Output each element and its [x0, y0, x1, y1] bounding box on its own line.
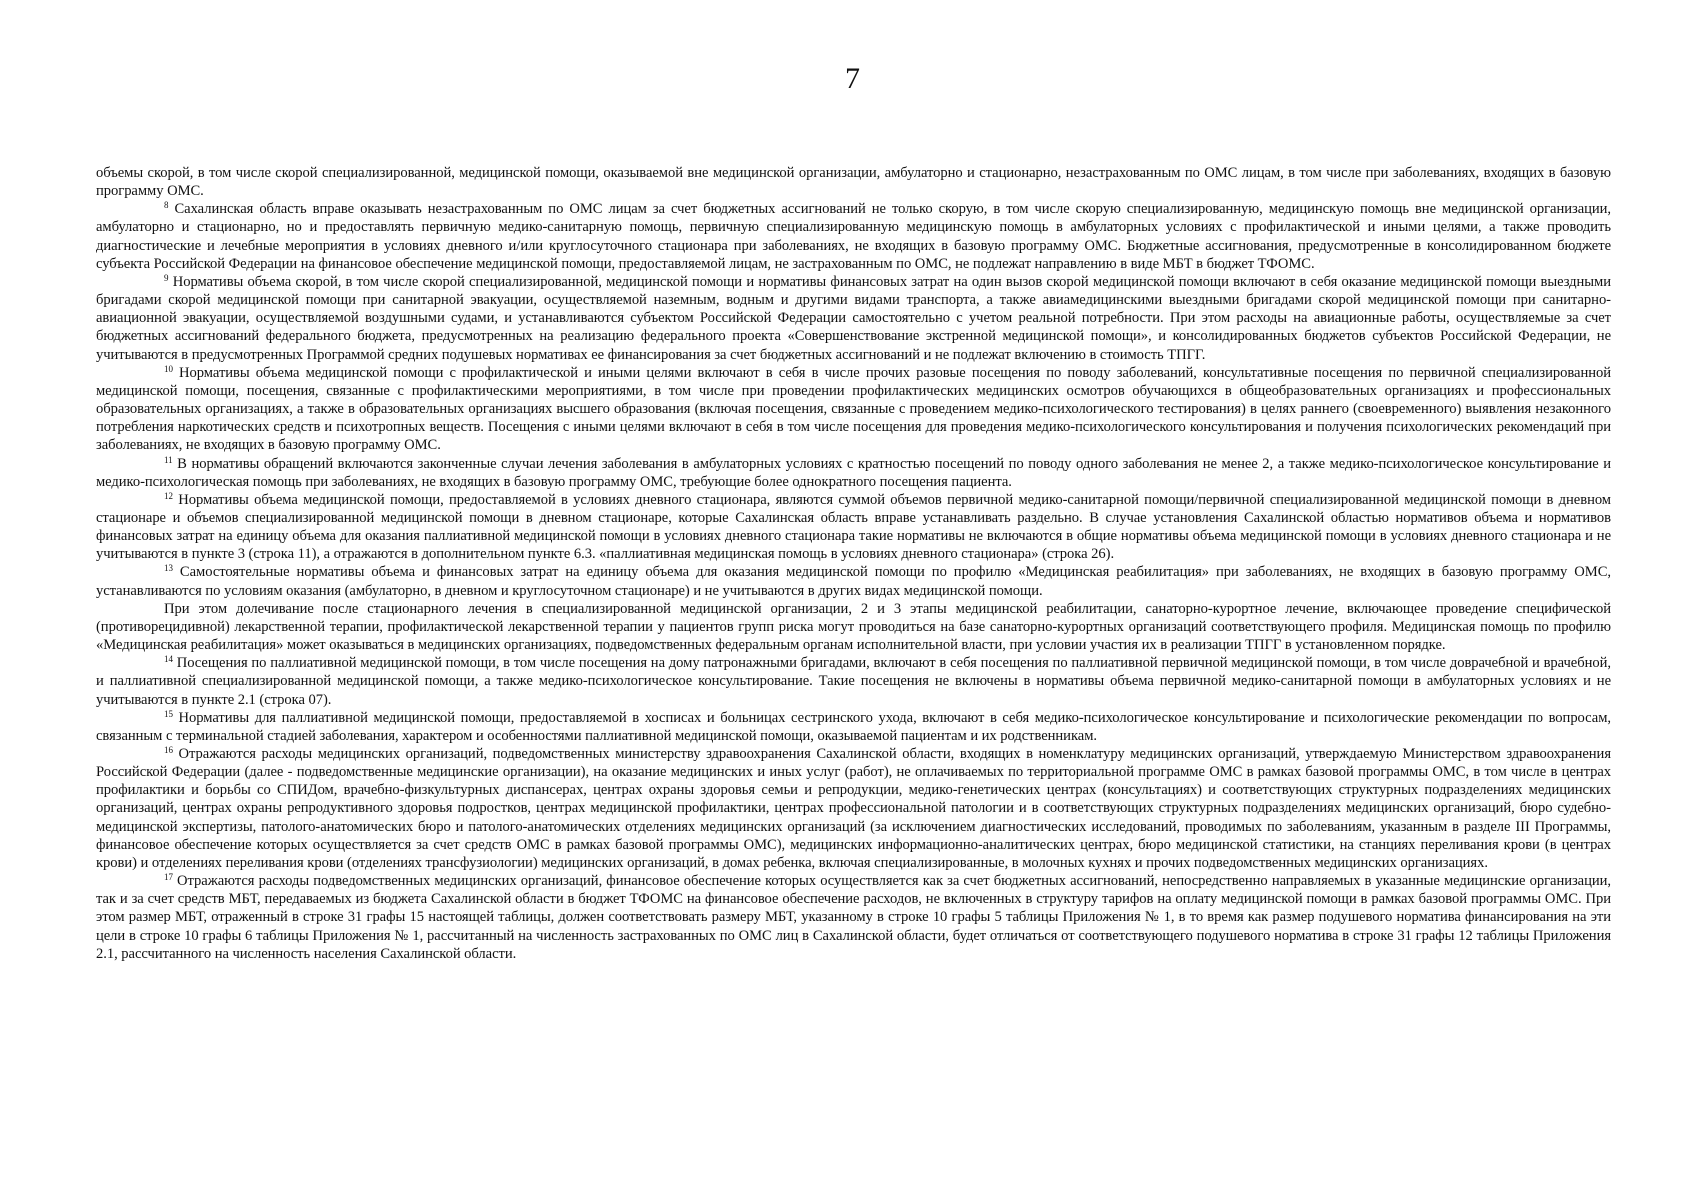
paragraph-text: Нормативы объема медицинской помощи, предоставляемой в условиях дневного стационара, являются суммой объемов первичной медико-санитарной помощи/первичной специализированной медицинской помощи в дневном стационаре и объемов специализированной медицинской помощи в дневном стационаре, которые Сахалинская область вправе устанавливать раздельно. В случае установления Сахалинской областью нормативов объема и нормативов финансовых затрат на единицу объема для оказания паллиативной медицинской помощи в условиях дневного стационара такие нормативы не включаются в общие нормативы объема медицинской помощи в условиях дневного стационара и не учитываются в пункте 3 (строка 11), а отражаются в дополнительном пункте 6.3. «паллиативная медицинская помощь в условиях дневного стационара» (строка 26).	[96, 491, 1611, 563]
footnote-marker: 12	[164, 490, 173, 501]
footnote-marker: 8	[164, 200, 169, 211]
paragraph-text: Самостоятельные нормативы объема и финансовых затрат на единицу объема для оказания медицинской помощи по профилю «Медицинская реабилитация» при заболеваниях, не входящих в базовую программу ОМС, устанавливаются по условиям оказания (амбулаторно, в дневном и круглосуточном стационаре) и не учитываются в других видах медицинской помощи.	[96, 564, 1611, 599]
footnote-marker: 15	[164, 708, 173, 719]
footnote-17	[96, 872, 1611, 963]
footnote-8	[96, 200, 1611, 273]
footnote-marker: 17	[164, 872, 173, 883]
footnote-14	[96, 654, 1611, 708]
footnote-marker: 14	[164, 654, 173, 665]
paragraph-text: Нормативы объема скорой, в том числе скорой специализированной, медицинской помощи и нормативы финансовых затрат на один вызов скорой медицинской помощи включают в себя оказание медицинской помощи выездными бригадами скорой медицинской помощи при санитарной эвакуации, осуществляемой наземным, водным и другими видами транспорта, а также авиамедицинскими выездными бригадами скорой медицинской помощи при санитарно-авиационной эвакуации, осуществляемой воздушными судами, и устанавливаются субъектом Российской Федерации самостоятельно с учетом реальной потребности. При этом расходы на авиационные работы, осуществляемые за счет бюджетных ассигнований федерального бюджета, предусмотренных на реализацию федерального проекта «Совершенствование экстренной медицинской помощи», и консолидированных бюджетов субъектов Российской Федерации, не учитываются в предусмотренных Программой средних подушевых нормативах ее финансирования за счет бюджетных ассигнований и не подлежат включению в стоимость ТПГГ.	[96, 273, 1611, 363]
footnote-16	[96, 745, 1611, 872]
footnote-10	[96, 364, 1611, 455]
footnote-marker: 10	[164, 363, 173, 374]
page-number: 7	[845, 62, 860, 95]
footnote-marker: 16	[164, 745, 173, 755]
footnotes-section	[96, 164, 1611, 963]
paragraph-0	[96, 164, 1611, 200]
footnote-11	[96, 455, 1611, 491]
paragraph-text: объемы скорой, в том числе скорой специализированной, медицинской помощи, оказываемой вне медицинской организации, амбулаторно и стационарно, незастрахованным по ОМС лицам, в том числе при заболеваниях, входящих в базовую программу ОМС.	[96, 165, 1611, 200]
footnote-marker: 11	[164, 454, 173, 465]
paragraph-7	[96, 600, 1611, 654]
paragraph-text: Отражаются расходы подведомственных медицинских организаций, финансовое обеспечение которых осуществляется как за счет бюджетных ассигнований, непосредственно направляемых в указанные медицинские организации, так и за счет средств МБТ, передаваемых из бюджета Сахалинской области в бюджет ТФОМС на финансовое обеспечение расходов, не включенных в структуру тарифов на оплату медицинской помощи в рамках базовой программы ОМС. При этом размер МБТ, отраженный в строке 31 графы 15 настоящей таблицы, должен соответствовать размеру МБТ, указанному в строке 10 графы 5 таблицы Приложения № 1, в то время как размер подушевого норматива финансирования на эти цели в строке 10 графы 6 таблицы Приложения № 1, рассчитанный на численность застрахованных по ОМС лиц в Сахалинской области, будет отличаться от соответствующего подушевого норматива в строке 31 графы 12 таблицы Приложения 2.1, рассчитанного на численность населения Сахалинской области.	[96, 873, 1611, 962]
paragraph-text: Сахалинская область вправе оказывать незастрахованным по ОМС лицам за счет бюджетных ассигнований не только скорую, в том числе скорую специализированную, медицинскую помощь вне медицинской организации, амбулаторно и стационарно, но и предоставлять первичную медико-санитарную помощь, первичную специализированную медицинскую помощь в амбулаторных условиях с профилактической и иными целями, а также проводить диагностические и лечебные мероприятия в условиях дневного и/или круглосуточного стационара при заболеваниях, не входящих в базовую программу ОМС. Бюджетные ассигнования, предусмотренные в консолидированном бюджете субъекта Российской Федерации на финансовое обеспечение медицинской помощи, предоставляемой лицам, не застрахованным по ОМС, не подлежат направлению в виде МБТ в бюджет ТФОМС.	[96, 201, 1611, 272]
footnote-9	[96, 273, 1611, 364]
footnote-marker: 9	[164, 272, 169, 283]
footnote-12	[96, 491, 1611, 564]
paragraph-text: Нормативы объема медицинской помощи с профилактической и иными целями включают в себя в числе прочих разовые посещения по поводу заболеваний, консультативные посещения по первичной специализированной медицинской помощи, посещения, связанные с профилактическими мероприятиями, в том числе при проведении профилактических медицинских осмотров обучающихся в общеобразовательных организациях и профессиональных образовательных организациях, а также в образовательных организациях высшего образования (включая посещения, связанные с проведением медико-психологического тестирования) в целях раннего (своевременного) выявления незаконного потребления наркотических средств и психотропных веществ. Посещения с иными целями включают в себя в том числе посещения для проведения медико-психологического консультирования и получения психологических рекомендаций при заболеваниях, не входящих в базовую программу ОМС.	[96, 364, 1611, 454]
paragraph-text: При этом долечивание после стационарного лечения в специализированной медицинской организации, 2 и 3 этапы медицинской реабилитации, санаторно-курортное лечение, включающее проведение специфической (противорецидивной) лекарственной терапии, профилактической лекарственной терапии у пациентов групп риска могут проводиться на базе санаторно-курортных организаций соответствующего профиля. Медицинская помощь по профилю «Медицинская реабилитация» может оказываться в медицинских организациях, подведомственных федеральным органам исполнительной власти, при условии участия их в реализации ТПГГ в установленном порядке.	[96, 600, 1611, 654]
paragraph-text: В нормативы обращений включаются законченные случаи лечения заболевания в амбулаторных условиях с кратностью посещений по поводу одного заболевания не менее 2, а также медико-психологическое консультирование и медико-психологическая помощь при заболеваниях, не входящих в базовую программу ОМС, требующие более однократного посещения пациента.	[96, 455, 1611, 490]
footnote-marker: 13	[164, 563, 173, 574]
footnote-13	[96, 563, 1611, 599]
footnote-15	[96, 709, 1611, 745]
paragraph-text: Посещения по паллиативной медицинской помощи, в том числе посещения на дому патронажными бригадами, включают в себя посещения по паллиативной первичной медицинской помощи, в том числе доврачебной и врачебной, и паллиативной специализированной медицинской помощи, а также медико-психологическое консультирование. Такие посещения не включены в нормативы объема первичной медико-санитарной помощи в амбулаторных условиях и не учитываются в пункте 2.1 (строка 07).	[96, 655, 1611, 708]
paragraph-text: Отражаются расходы медицинских организаций, подведомственных министерству здравоохранения Сахалинской области, входящих в номенклатуру медицинских организаций, утверждаемую Министерством здравоохранения Российской Федерации (далее - подведомственные медицинские организации), на оказание медицинских и иных услуг (работ), не оплачиваемых по территориальной программе ОМС в рамках базовой программы ОМС, в том числе в центрах профилактики и борьбы со СПИДом, врачебно-физкультурных диспансерах, центрах охраны здоровья семьи и репродукции, медико-генетических центрах (консультациях) и соответствующих структурных подразделениях медицинских организаций, центрах охраны репродуктивного здоровья подростков, центрах медицинской профилактики, центрах профессиональной патологии и в соответствующих структурных подразделениях медицинских организаций, бюро судебно-медицинской экспертизы, патолого-анатомических бюро и патолого-анатомических отделениях медицинских организаций (за исключением диагностических исследований, проводимых по заболеваниям, указанным в разделе III Программы, финансовое обеспечение которых осуществляется за счет средств ОМС в рамках базовой программы ОМС), медицинских информационно-аналитических центрах, бюро медицинской статистики, на станциях переливания крови (в центрах крови) и отделениях переливания крови (отделениях трансфузиологии) медицинских организаций, в домах ребенка, включая специализированные, в молочных кухнях и прочих подведомственных медицинских организациях.	[96, 746, 1611, 871]
paragraph-text: Нормативы для паллиативной медицинской помощи, предоставляемой в хосписах и больницах сестринского ухода, включают в себя медико-психологическое консультирование и психологические рекомендации по вопросам, связанным с терминальной стадией заболевания, характером и особенностями паллиативной медицинской помощи, оказываемой пациентам и их родственникам.	[96, 709, 1611, 744]
